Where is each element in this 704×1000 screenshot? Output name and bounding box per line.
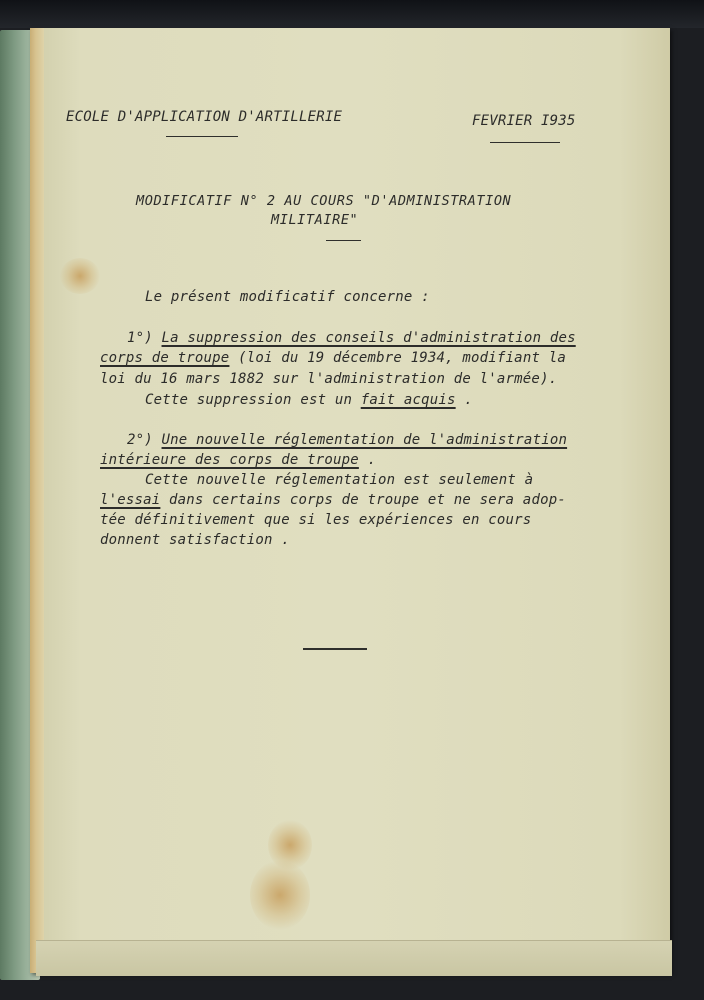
section-1-line-4-start: Cette suppression est un bbox=[145, 392, 361, 408]
section-1-number: 1°) bbox=[127, 330, 153, 346]
section-1-corps-underlined: corps de troupe bbox=[100, 350, 230, 366]
section-2-heading-underlined: Une nouvelle réglementation de l'administration bbox=[161, 432, 568, 448]
header-date: FEVRIER I935 bbox=[472, 113, 576, 129]
page-left-edge bbox=[30, 28, 44, 973]
section-2-line-4 bbox=[100, 492, 566, 508]
section-2-line-1 bbox=[127, 432, 567, 448]
title-line-1: MODIFICATIF N° 2 AU COURS "D'ADMINISTRATION bbox=[136, 193, 512, 209]
background-top bbox=[0, 0, 704, 28]
page-bottom-edge bbox=[36, 940, 672, 976]
header-school: ECOLE D'APPLICATION D'ARTILLERIE bbox=[66, 109, 343, 125]
section-2-line-2 bbox=[100, 452, 376, 468]
stain-bottom-lower bbox=[250, 860, 310, 930]
section-1-line-4 bbox=[145, 392, 473, 408]
stain-left bbox=[60, 258, 100, 294]
section-1-heading-underlined: La suppression des conseils d'administration des bbox=[161, 330, 576, 346]
title-rule bbox=[326, 240, 361, 241]
section-2-line-6: donnent satisfaction . bbox=[100, 532, 290, 548]
section-2-corps-underlined: intérieure des corps de troupe bbox=[100, 452, 359, 468]
header-school-rule bbox=[166, 136, 238, 137]
section-1-line-2 bbox=[100, 350, 566, 366]
section-2-essai-underlined: l'essai bbox=[100, 492, 161, 508]
section-2-line-4-rest: dans certains corps de troupe et ne sera adop- bbox=[160, 492, 566, 508]
closing-rule bbox=[303, 648, 367, 650]
section-1-fait-acquis: fait acquis bbox=[360, 392, 456, 408]
section-2-line-5: tée définitivement que si les expériences en cours bbox=[100, 512, 532, 528]
section-2-line-3: Cette nouvelle réglementation est seulement à bbox=[145, 472, 534, 488]
intro-line: Le présent modificatif concerne : bbox=[145, 289, 430, 305]
section-1-line-1 bbox=[127, 330, 576, 346]
section-1-line-2-rest: (loi du 19 décembre 1934, modifiant la bbox=[229, 350, 566, 366]
section-1-line-4-end: . bbox=[455, 392, 473, 408]
section-2-line-2-end: . bbox=[358, 452, 377, 468]
header-date-rule bbox=[490, 142, 560, 143]
section-2-number: 2°) bbox=[127, 432, 153, 448]
section-1-line-3: loi du 16 mars 1882 sur l'administration de l'armée). bbox=[100, 371, 558, 387]
title-line-2: MILITAIRE" bbox=[271, 212, 359, 228]
